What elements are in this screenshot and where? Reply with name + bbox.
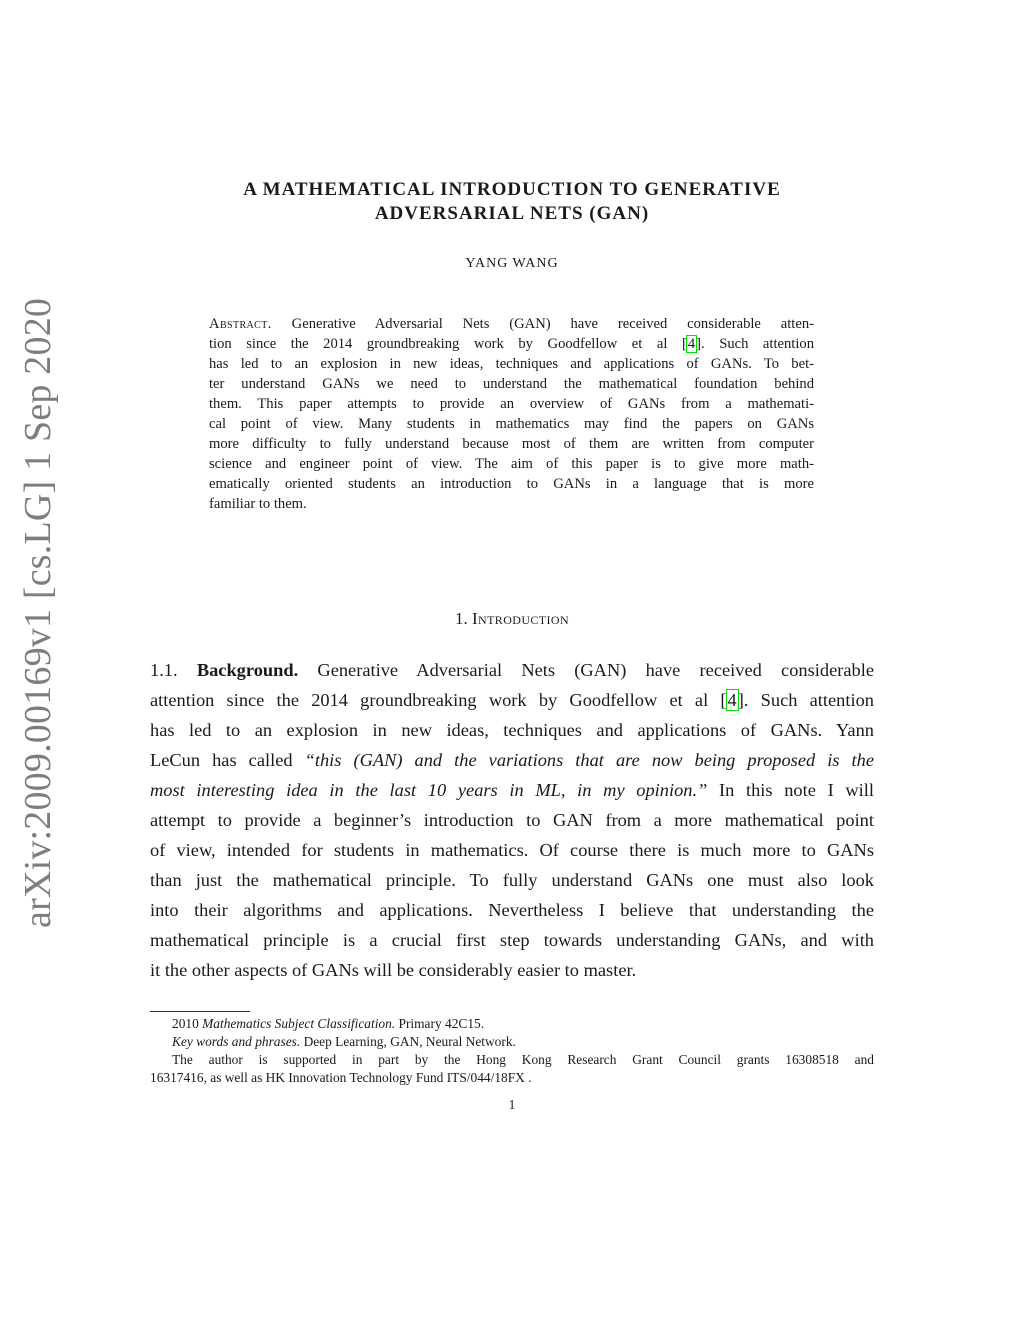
body-line: 1.1. Background. Generative Adversarial Nets (GAN) have received considerable <box>150 660 874 680</box>
abstract-line: has led to an explosion in new ideas, techniques and applications of GANs. To bet- <box>209 356 814 372</box>
body-line: it the other aspects of GANs will be considerably easier to master. <box>150 960 637 980</box>
lecun-quote: most interesting idea in the last 10 years in ML, in my opinion.” <box>150 780 708 800</box>
abstract-line: science and engineer point of view. The aim of this paper is to give more math- <box>209 456 814 472</box>
body-line: LeCun has called “this (GAN) and the variations that are now being proposed is the <box>150 750 874 770</box>
footnote-msc: 2010 Mathematics Subject Classification. Primary 42C15. <box>172 1016 485 1031</box>
abstract-line: tion since the 2014 groundbreaking work by Goodfellow et al [4]. Such attention <box>209 336 814 352</box>
body-line: has led to an explosion in new ideas, techniques and applications of GANs. Yann <box>150 720 874 740</box>
abstract-line: cal point of view. Many students in mathematics may find the papers on GANs <box>209 416 814 432</box>
subsection-heading: Background. <box>196 660 299 680</box>
abstract-label: Abstract. <box>209 316 272 332</box>
abstract-line: ter understand GANs we need to understand the mathematical foundation behind <box>209 376 814 392</box>
abstract-line: ematically oriented students an introduction to GANs in a language that is more <box>209 476 814 492</box>
abstract <box>209 314 814 514</box>
body-line: attempt to provide a beginner’s introduction to GAN from a more mathematical point <box>150 810 874 830</box>
lecun-quote: “this (GAN) and the variations that are now being proposed is the <box>304 750 874 770</box>
body-line: mathematical principle is a crucial first step towards understanding GANs, and with <box>150 930 874 950</box>
body-line: into their algorithms and applications. Nevertheless I believe that understanding the <box>150 900 874 920</box>
section-heading-introduction: 1. Introduction <box>454 609 570 628</box>
background-paragraph <box>150 655 874 985</box>
abstract-line: them. This paper attempts to provide an overview of GANs from a mathemati- <box>209 396 814 412</box>
citation-link[interactable]: 4 <box>727 690 737 710</box>
abstract-line: familiar to them. <box>209 496 307 512</box>
paper-title <box>160 178 864 226</box>
footnote-support: The author is supported in part by the Hong Kong Research Grant Council grants 16308518 and <box>172 1052 874 1067</box>
footnote-rule <box>150 1011 250 1012</box>
author-name: YANG WANG <box>465 256 559 271</box>
footnote-keywords: Key words and phrases. Deep Learning, GAN, Neural Network. <box>172 1034 516 1049</box>
body-line: than just the mathematical principle. To fully understand GANs one must also look <box>150 870 874 890</box>
footnotes <box>150 1015 874 1087</box>
title-line-1: A MATHEMATICAL INTRODUCTION TO GENERATIVE <box>243 179 781 200</box>
body-line: attention since the 2014 groundbreaking work by Goodfellow et al [4]. Such attention <box>150 690 874 710</box>
title-line-2: ADVERSARIAL NETS (GAN) <box>374 203 650 224</box>
page-number: 1 <box>508 1097 516 1112</box>
abstract-line: more difficulty to fully understand because most of them are written from computer <box>209 436 814 452</box>
citation-link[interactable]: 4 <box>687 336 696 352</box>
body-line: most interesting idea in the last 10 years in ML, in my opinion.” In this note I will <box>150 780 874 800</box>
arxiv-identifier-stamp: arXiv:2009.00169v1 [cs.LG] 1 Sep 2020 <box>17 297 59 928</box>
abstract-line: Abstract. Generative Adversarial Nets (GAN) have received considerable atten- <box>209 316 814 332</box>
footnote-support: 16317416, as well as HK Innovation Technology Fund ITS/044/18FX . <box>150 1070 532 1085</box>
body-line: of view, intended for students in mathematics. Of course there is much more to GANs <box>150 840 874 860</box>
